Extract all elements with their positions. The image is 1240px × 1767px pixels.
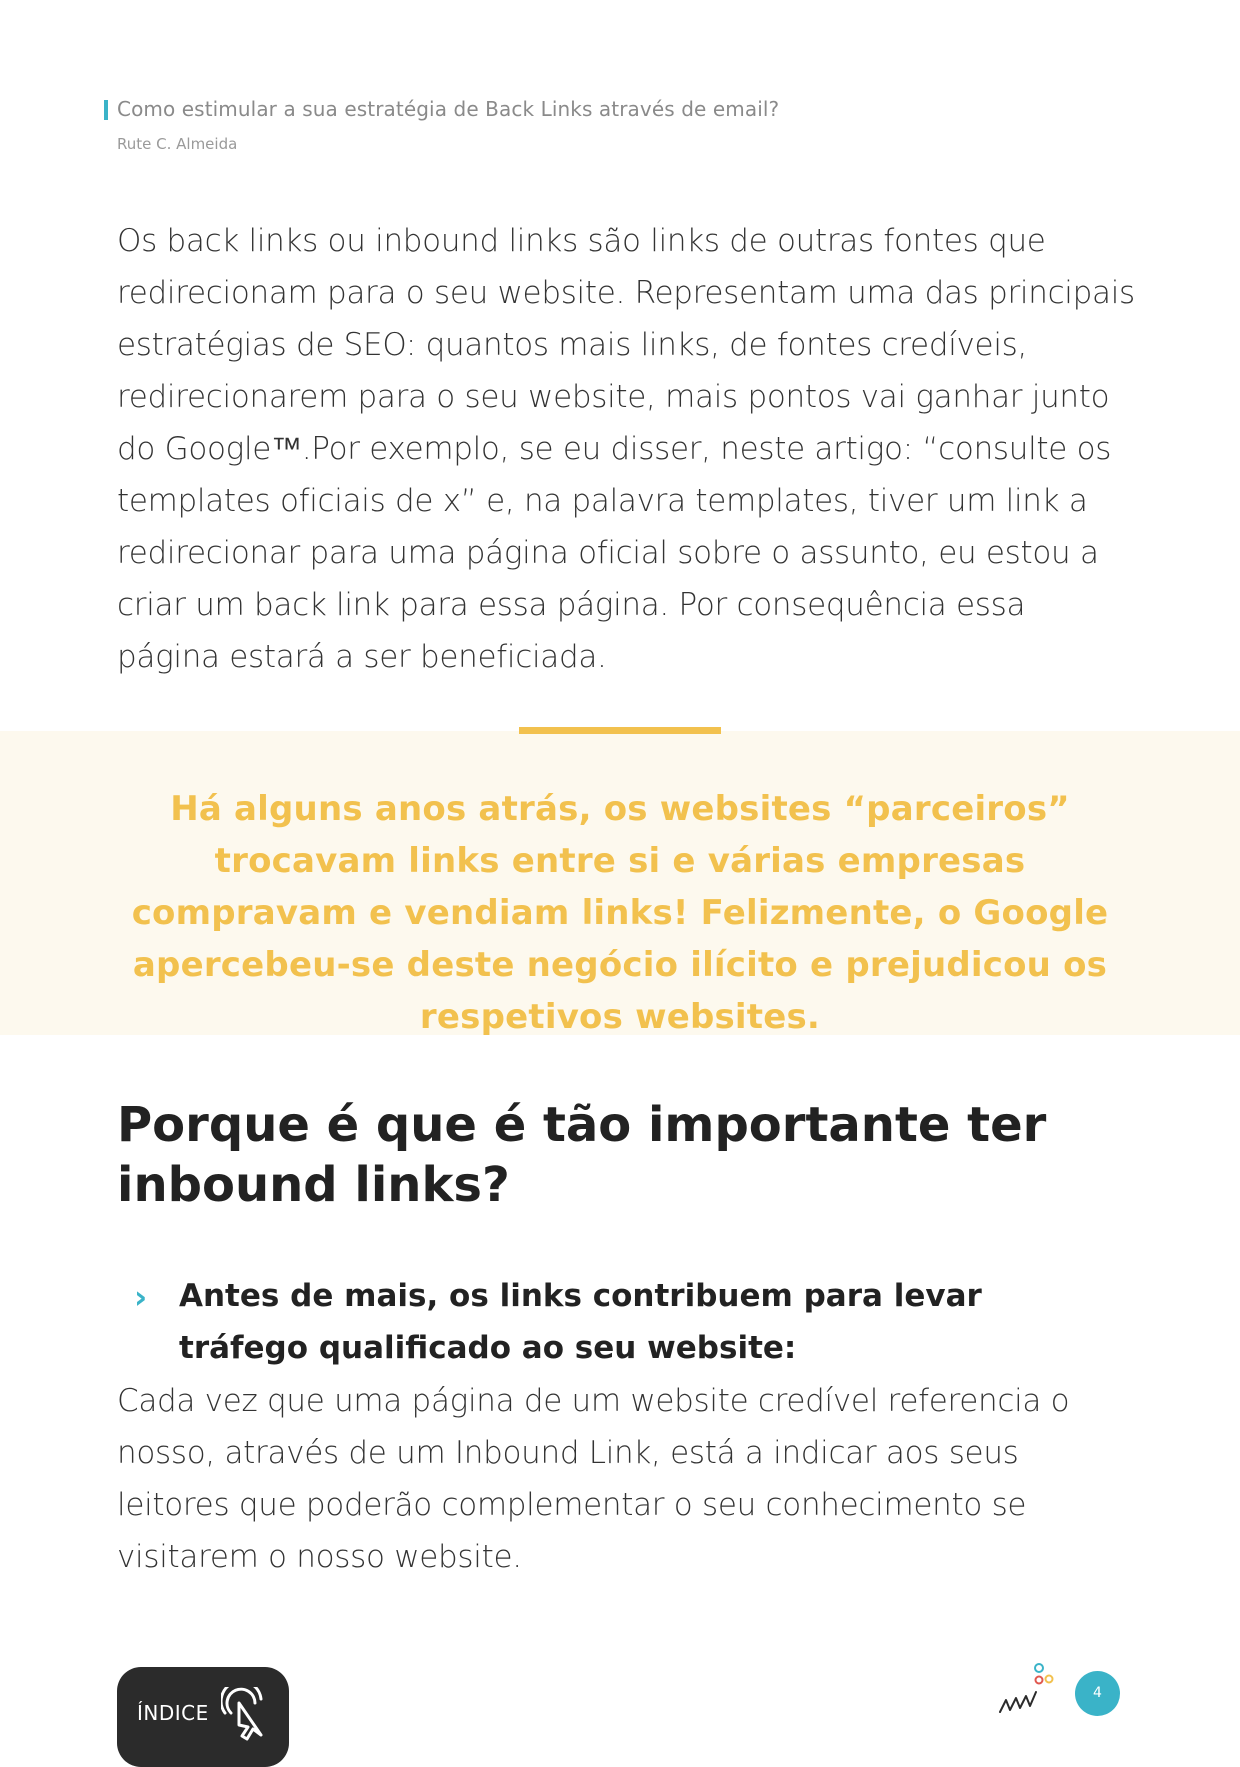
document-author: Rute C. Almeida [117, 135, 238, 153]
highlight-divider [519, 727, 721, 734]
header-accent-bar [104, 100, 108, 120]
intro-paragraph: Os back links ou inbound links são links de outras fontes que redirecionam para o seu website. Representam uma das principais estratégias de SEO: quantos mais links, de fontes credíveis, redirecionarem para o seu website, mais pontos vai ganhar junto do Google™.Por exemplo, se eu disser, neste artigo: “consulte os templates oficiais de x” e, na palavra templates, tiver um link a redirecionar para uma página oficial sobre o assunto, eu estou a criar um back link para essa página. Por consequência essa página estará a ser beneficiada. [117, 223, 1135, 675]
cursor-click-icon [221, 1687, 273, 1743]
page-number-badge: 4 [1075, 1671, 1120, 1716]
bullet-item: Antes de mais, os links contribuem para levar tráfego qualificado ao seu website: [179, 1278, 982, 1366]
index-button-label: ÍNDICE [137, 1701, 209, 1725]
document-title: Como estimular a sua estratégia de Back Links através de email? [117, 97, 780, 121]
index-button[interactable] [117, 1667, 289, 1767]
body-paragraph: Cada vez que uma página de um website credível referencia o nosso, através de um Inbound Link, está a indicar aos seus leitores que poderão complementar o seu conhecimento se visitarem o nosso website. [117, 1383, 1070, 1575]
brand-logo-icon [998, 1660, 1066, 1720]
highlight-quote: Há alguns anos atrás, os websites “parceiros” trocavam links entre si e várias empresas compravam e vendiam links! Felizmente, o Google apercebeu-se deste negócio ilícito e prejudicou os respetivos websites. [131, 789, 1109, 1037]
section-heading: Porque é que é tão importante ter inbound links? [117, 1097, 1047, 1213]
chevron-right-icon: › [134, 1278, 148, 1316]
